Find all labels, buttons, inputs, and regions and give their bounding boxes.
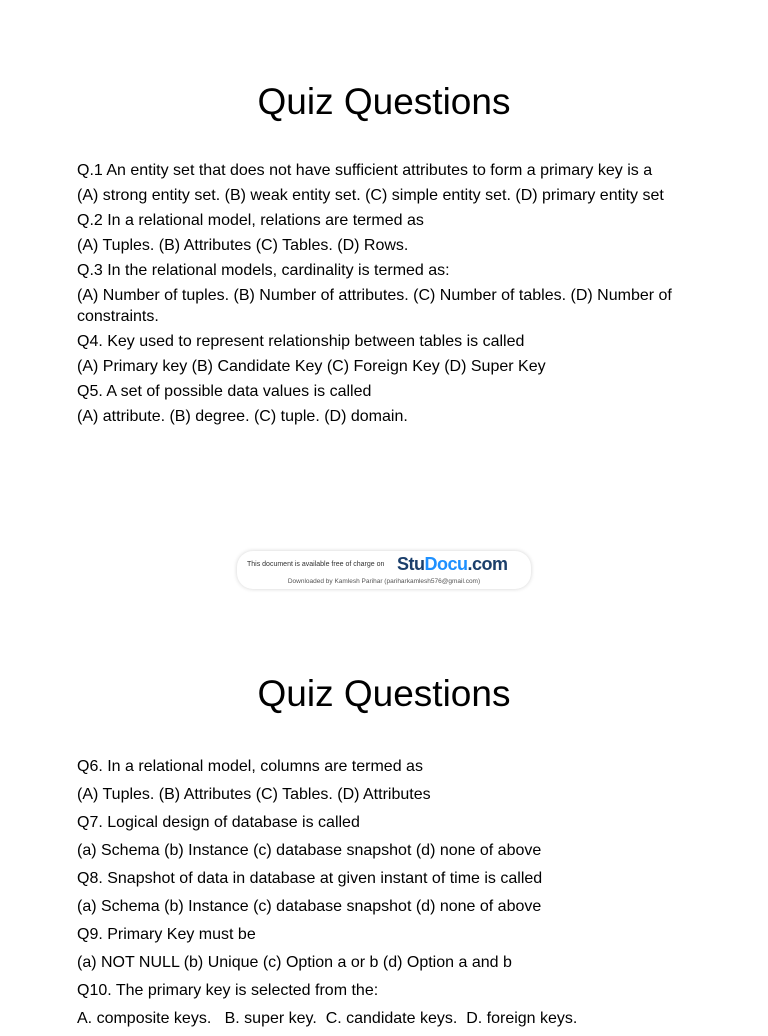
answer-options-line: (a) NOT NULL (b) Unique (c) Option a or b (d) Option a and b	[77, 954, 512, 971]
answer-options-line: (A) Number of tuples. (B) Number of attributes. (C) Number of tables. (D) Number of constraints.	[77, 287, 672, 325]
answer-options-line: (A) Primary key (B) Candidate Key (C) Foreign Key (D) Super Key	[77, 358, 546, 375]
question-line: Q9. Primary Key must be	[77, 926, 256, 943]
question-list	[77, 160, 677, 431]
slide-title: Quiz Questions	[257, 673, 511, 714]
question-line: Q.3 In the relational models, cardinality is termed as:	[77, 262, 450, 279]
answer-options-line: A. composite keys. B. super key. C. candidate keys. D. foreign keys.	[77, 1010, 578, 1027]
answer-options-line: (A) Tuples. (B) Attributes (C) Tables. (D) Rows.	[77, 237, 409, 254]
slide-2	[0, 600, 768, 1027]
studocu-logo[interactable]: StuDocu.com	[397, 554, 508, 574]
question-line: Q10. The primary key is selected from the:	[77, 982, 379, 999]
slide-title: Quiz Questions	[257, 81, 511, 122]
answer-options-line: (A) attribute. (B) degree. (C) tuple. (D) domain.	[77, 408, 408, 425]
question-line: Q.2 In a relational model, relations are termed as	[77, 212, 424, 229]
question-line: Q.1 An entity set that does not have sufficient attributes to form a primary key is a	[77, 162, 653, 179]
availability-text: This document is available free of charge on	[247, 561, 385, 568]
answer-options-line: (a) Schema (b) Instance (c) database snapshot (d) none of above	[77, 898, 542, 915]
answer-options-line: (A) Tuples. (B) Attributes (C) Tables. (D) Attributes	[77, 786, 431, 803]
download-notice: Downloaded by Kamlesh Parihar (pariharkamlesh576@gmail.com)	[287, 578, 481, 585]
studocu-banner[interactable]	[237, 551, 531, 589]
question-line: Q6. In a relational model, columns are termed as	[77, 758, 423, 775]
question-list	[77, 756, 677, 1036]
question-line: Q5. A set of possible data values is called	[77, 383, 372, 400]
answer-options-line: (a) Schema (b) Instance (c) database snapshot (d) none of above	[77, 842, 542, 859]
question-line: Q8. Snapshot of data in database at given instant of time is called	[77, 870, 543, 887]
question-line: Q7. Logical design of database is called	[77, 814, 360, 831]
answer-options-line: (A) strong entity set. (B) weak entity set. (C) simple entity set. (D) primary entity set	[77, 187, 664, 204]
question-line: Q4. Key used to represent relationship between tables is called	[77, 333, 525, 350]
